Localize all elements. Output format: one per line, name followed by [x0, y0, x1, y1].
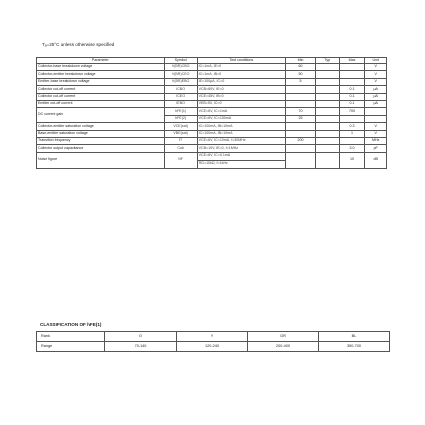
cell-typ: [315, 71, 339, 78]
cell-typ: [315, 115, 339, 122]
cell-param: Collector-emitter saturation voltage: [37, 123, 165, 130]
header-typ: Typ: [315, 58, 339, 64]
cell-symbol: Cob: [164, 145, 197, 152]
cell-symbol: hFE(1): [164, 108, 197, 115]
cell-unit: V: [365, 130, 387, 137]
cell-min: 25: [286, 115, 316, 122]
cell-typ: [315, 123, 339, 130]
cell-param: Emitter cut-off current: [37, 100, 165, 107]
cell-max: 3.0: [339, 145, 365, 152]
cell-max: 0.3: [339, 123, 365, 130]
cell-conditions: VCE=6V, IC=150mA: [197, 115, 286, 122]
cell-min: [286, 93, 316, 100]
cell-param: Collector-emitter breakdown voltage: [37, 71, 165, 78]
cell-max: 0.1: [339, 100, 365, 107]
cell-conditions: IC=1mA, IB=0: [197, 71, 286, 78]
rank-label: Rank: [37, 332, 105, 342]
cell-param: Transition frequency: [37, 137, 165, 144]
header-parameter: Parameter: [37, 58, 165, 64]
cell-min: 200: [286, 137, 316, 144]
cell-param: Collector output capacitance: [37, 145, 165, 152]
cell-unit: dB: [365, 152, 387, 168]
rank-cell: Y: [177, 332, 248, 342]
cell-typ: [315, 100, 339, 107]
header-max: Max: [339, 58, 365, 64]
range-label: Range: [37, 342, 105, 352]
cell-unit: V: [365, 123, 387, 130]
header-unit: Unit: [365, 58, 387, 64]
table-row: [37, 130, 387, 137]
cell-param: Collector cut-off current: [37, 93, 165, 100]
table-row: [37, 137, 387, 144]
cell-conditions: VEB=5V, IC=0: [197, 100, 286, 107]
cell-symbol: V(BR)EBO: [164, 78, 197, 85]
cell-min: [286, 100, 316, 107]
table-row-dc-gain-1: [37, 108, 387, 115]
cell-param-noise: Noise figure: [37, 152, 165, 168]
cell-min: [286, 130, 316, 137]
cell-conditions: VCE=45V, IB=0: [197, 93, 286, 100]
cell-param: Collector cut-off current: [37, 86, 165, 93]
classification-table: [36, 331, 390, 352]
cell-unit: pF: [365, 145, 387, 152]
cell-typ: [315, 145, 339, 152]
cell-typ: [315, 108, 339, 115]
cell-symbol: V(BR)CEO: [164, 71, 197, 78]
cell-unit: μA: [365, 93, 387, 100]
cell-max: [339, 115, 365, 122]
cell-symbol: hFE(2): [164, 115, 197, 122]
rank-cell: BL: [319, 332, 390, 342]
rank-cell: GR: [248, 332, 319, 342]
table-row: [37, 145, 387, 152]
cell-max: 0.1: [339, 93, 365, 100]
cell-max: [339, 137, 365, 144]
classification-title: CLASSIFICATION OF hFE(1): [40, 322, 102, 327]
cell-typ: [315, 86, 339, 93]
cell-unit: μA: [365, 86, 387, 93]
cell-param: Base-emitter saturation voltage: [37, 130, 165, 137]
cell-unit: V: [365, 71, 387, 78]
cell-typ: [315, 78, 339, 85]
cell-typ: [315, 93, 339, 100]
cell-min: [286, 152, 316, 168]
table-row: [37, 93, 387, 100]
table-row-noise-1: [37, 152, 387, 160]
cell-symbol: fT: [164, 137, 197, 144]
cell-param: Emitter-base breakdown voltage: [37, 78, 165, 85]
cell-max: [339, 64, 365, 71]
cell-typ: [315, 130, 339, 137]
table-row: [37, 78, 387, 85]
cell-min: [286, 123, 316, 130]
cell-conditions: IC=100mA, IB=10mA: [197, 130, 286, 137]
table-row: [37, 123, 387, 130]
conditions-note: Tₐ=25°C unless otherwise specified: [42, 42, 115, 47]
header-symbol: Symbol: [164, 58, 197, 64]
rank-row: [37, 332, 390, 342]
cell-conditions: IC=1mA, IE=0: [197, 64, 286, 71]
cell-conditions: IC=100mA, IB=10mA: [197, 123, 286, 130]
cell-min: 70: [286, 108, 316, 115]
cell-min: 60: [286, 64, 316, 71]
cell-conditions: VCB=10V, IE=0, f=1MHz: [197, 145, 286, 152]
cell-param: Collector-base breakdown voltage: [37, 64, 165, 71]
cell-unit: V: [365, 78, 387, 85]
cell-symbol: VBE(sat): [164, 130, 197, 137]
cell-conditions: IE=100μA, IC=0: [197, 78, 286, 85]
cell-max: [339, 71, 365, 78]
cell-typ: [315, 152, 339, 168]
cell-max: 0.1: [339, 86, 365, 93]
range-cell: 120-240: [177, 342, 248, 352]
header-conditions: Test conditions: [197, 58, 286, 64]
cell-unit: [365, 108, 387, 115]
cell-unit: [365, 115, 387, 122]
cell-param-dc-gain: DC current gain: [37, 108, 165, 123]
cell-conditions: VCB=60V, IE=0: [197, 86, 286, 93]
cell-unit: V: [365, 64, 387, 71]
range-cell: 350-700: [319, 342, 390, 352]
cell-conditions-noise-1: VCE=6V, IC=0.1mA: [197, 152, 286, 160]
cell-conditions: VCE=6V, IC=1mA: [197, 108, 286, 115]
table-row: [37, 64, 387, 71]
cell-min: [286, 145, 316, 152]
cell-symbol: VCE(sat): [164, 123, 197, 130]
cell-max: [339, 78, 365, 85]
table-row: [37, 100, 387, 107]
cell-symbol-noise: NF: [164, 152, 197, 168]
cell-symbol: ICEO: [164, 93, 197, 100]
header-min: Min: [286, 58, 316, 64]
cell-typ: [315, 64, 339, 71]
cell-min: 5: [286, 78, 316, 85]
cell-max: 1: [339, 130, 365, 137]
table-row: [37, 86, 387, 93]
rank-cell: O: [105, 332, 177, 342]
range-row: [37, 342, 390, 352]
cell-max: 10: [339, 152, 365, 168]
cell-symbol: ICBO: [164, 86, 197, 93]
cell-symbol: IEBO: [164, 100, 197, 107]
cell-unit: MHz: [365, 137, 387, 144]
cell-conditions-noise-2: RG=10kΩ, f=1kHz: [197, 160, 286, 168]
table-row: [37, 71, 387, 78]
electrical-characteristics-table: [36, 57, 387, 169]
cell-max: 700: [339, 108, 365, 115]
range-cell: 200-400: [248, 342, 319, 352]
range-cell: 70-140: [105, 342, 177, 352]
cell-symbol: V(BR)CBO: [164, 64, 197, 71]
cell-min: 50: [286, 71, 316, 78]
cell-typ: [315, 137, 339, 144]
cell-min: [286, 86, 316, 93]
cell-unit: μA: [365, 100, 387, 107]
cell-conditions: VCE=6V, IC=10mA, f=30MHz: [197, 137, 286, 144]
